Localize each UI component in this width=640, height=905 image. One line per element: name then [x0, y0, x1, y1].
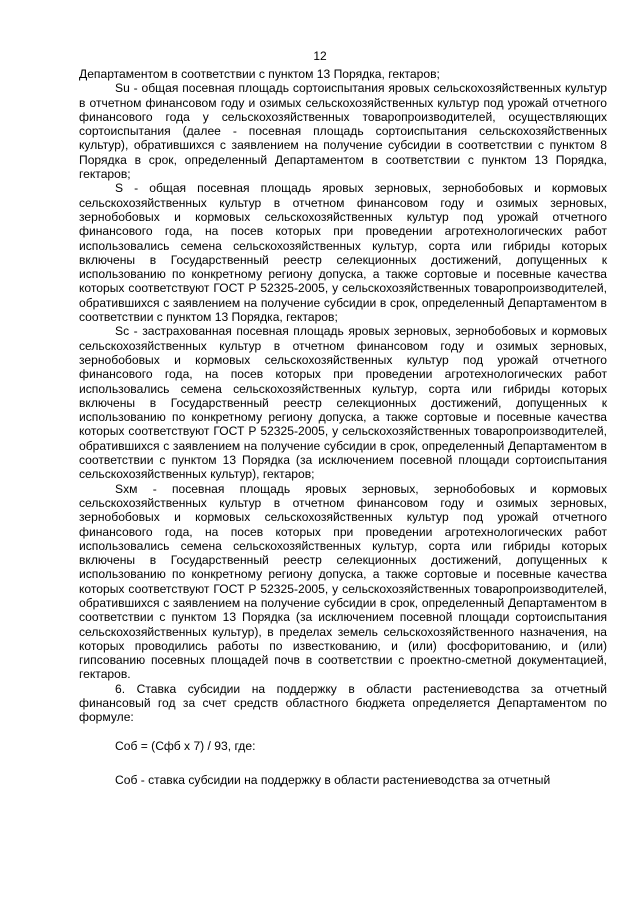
definition-sc: Sc - застрахованная посевная площадь яровых зерновых, зернобобовых и кормовых сельскохозяйственных культур в отчетном финансовом году и озимых зерновых, зернобобовых и кормовых сельскохозяйственных культур под урожай отчетного финансового года, на посев которых при проведении агротехнологических работ использовались семена сельскохозяйственных культур, сорта или гибриды которых включены в Государственный реестр селекционных достижений, допущенных к использованию по конкретному региону допуска, а также сортовые и посевные качества которых соответствуют ГОСТ Р 52325-2005, у сельскохозяйственных товаропроизводителей, обратившихся с заявлением на получение субсидии в срок, определенный Департаментом в соответствии с пунктом 13 Порядка (за исключением посевной площади сортоиспытания сельскохозяйственных культур), гектаров;: [79, 324, 607, 482]
definition-sob: Соб - ставка субсидии на поддержку в области растениеводства за отчетный: [115, 772, 551, 787]
page-number: 12: [313, 49, 327, 63]
definition-sxm: Sхм - посевная площадь яровых зерновых, зернобобовых и кормовых сельскохозяйственных культур в отчетном финансовом году и озимых зерновых, зернобобовых и кормовых сельскохозяйственных культур под урожай отчетного финансового года, на посев которых при проведении агротехнологических работ использовались семена сельскохозяйственных культур, сорта или гибриды которых включены в Государственный реестр селекционных достижений, допущенных к использованию по конкретному региону допуска, а также сортовые и посевные качества которых соответствуют ГОСТ Р 52325-2005, у сельскохозяйственных товаропроизводителей, обратившихся с заявлением на получение субсидии в срок, определенный Департаментом в соответствии с пунктом 13 Порядка (за исключением посевной площади сортоиспытания сельскохозяйственных культур), в пределах земель сельскохозяйственного назначения, на которых проводились работы по известкованию, и (или) фосфоритованию, и (или) гипсованию посевных площадей почв в соответствии с проектно-сметной документацией, гектаров.: [79, 481, 607, 682]
definition-s: S - общая посевная площадь яровых зерновых, зернобобовых и кормовых сельскохозяйственных культур в отчетном финансовом году и озимых зерновых, зернобобовых и кормовых сельскохозяйственных культур под урожай отчетного финансового года, на посев которых при проведении агротехнологических работ использовались семена сельскохозяйственных культур, сорта или гибриды которых включены в Государственный реестр селекционных достижений, допущенных к использованию по конкретному региону допуска, а также сортовые и посевные качества которых соответствуют ГОСТ Р 52325-2005, у сельскохозяйственных товаропроизводителей, обратившихся с заявлением на получение субсидии в срок, определенный Департаментом в соответствии с пунктом 13 Порядка, гектаров;: [79, 181, 607, 325]
formula: Соб = (Сфб х 7) / 93, где:: [115, 738, 256, 753]
clause-6: 6. Ставка субсидии на поддержку в области растениеводства за отчетный финансовый год за счет средств областного бюджета определяется Департаментом по формуле:: [79, 681, 607, 725]
document-body: [79, 67, 607, 799]
paragraph-continuation: Департаментом в соответствии с пунктом 13 Порядка, гектаров;: [79, 67, 440, 81]
definition-su: Su - общая посевная площадь сортоиспытания яровых сельскохозяйственных культур в отчетном финансовом году и озимых сельскохозяйственных культур под урожай отчетного финансового года у сельскохозяйственных товаропроизводителей, осуществляющих сортоиспытания (далее - посевная площадь сортоиспытания сельскохозяйственных культур), обратившихся с заявлением на получение субсидии в соответствии с пунктом 8 Порядка в срок, определенный Департаментом в соответствии с пунктом 13 Порядка, гектаров;: [79, 81, 607, 182]
